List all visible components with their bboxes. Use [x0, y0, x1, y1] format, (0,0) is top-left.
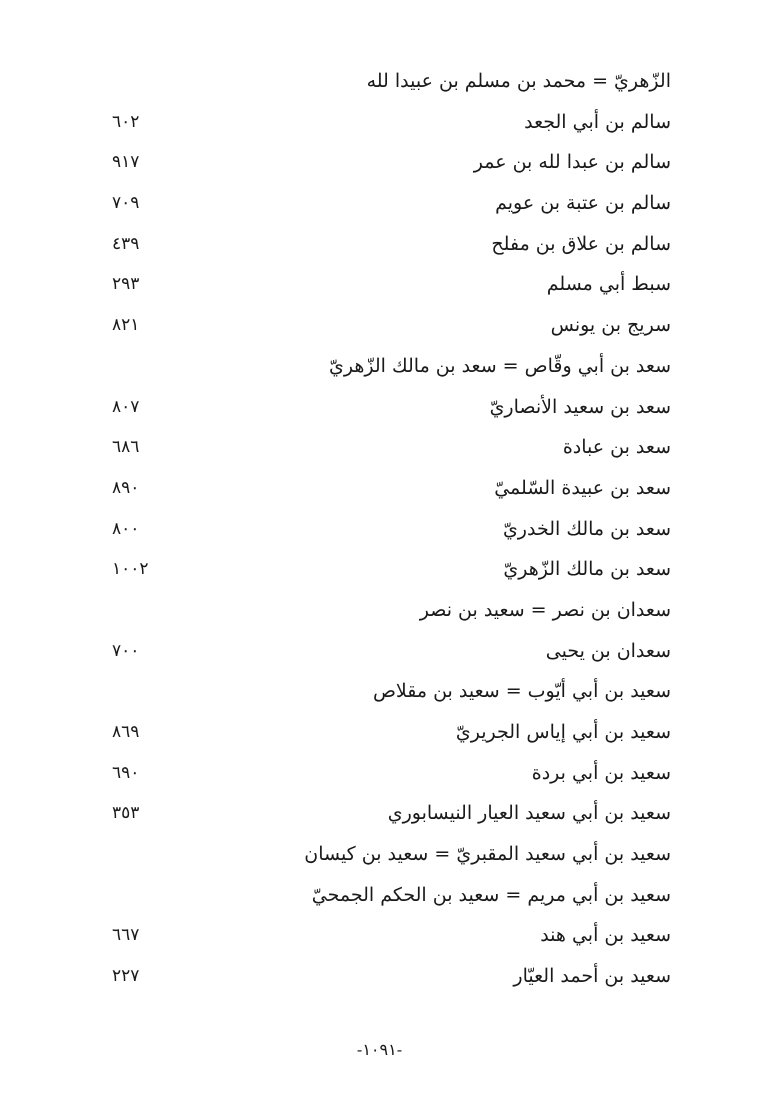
entry-name: سعدان بن نصر = سعيد بن نصر	[419, 598, 671, 621]
entry-page-number: ٨٢١	[112, 315, 140, 336]
index-entry	[0, 712, 759, 753]
index-entry	[0, 509, 759, 550]
index-entry	[0, 834, 759, 875]
entry-name: سبط أبي مسلم	[546, 273, 671, 296]
index-entry	[0, 468, 759, 509]
entry-name: سعيد بن أبي بردة	[531, 761, 671, 784]
index-entry	[0, 183, 759, 224]
index-entry	[0, 631, 759, 672]
index-entry	[0, 61, 759, 102]
index-entry	[0, 142, 759, 183]
index-entry	[0, 671, 759, 712]
entry-name: سريج بن يونس	[550, 314, 671, 337]
entry-name: سعد بن عبيدة السّلميّ	[494, 476, 671, 499]
index-entry-list	[0, 61, 759, 997]
entry-name: سالم بن علاق بن مفلح	[491, 232, 671, 255]
index-entry	[0, 753, 759, 794]
entry-name: سعيد بن أبي هند	[540, 924, 671, 947]
index-entry	[0, 590, 759, 631]
entry-page-number: ١٠٠٢	[112, 559, 149, 580]
index-entry	[0, 427, 759, 468]
entry-name: سعيد بن أبي إياس الجريريّ	[455, 721, 671, 743]
entry-name: سعد بن مالك الخدريّ	[502, 517, 671, 540]
entry-name: سعيد بن أبي مريم = سعيد بن الحكم الجمحيّ	[311, 883, 671, 906]
entry-name: سعيد بن أبي أيّوب = سعيد بن مقلاص	[372, 680, 671, 703]
index-entry	[0, 387, 759, 428]
entry-name: سعد بن سعيد الأنصاريّ	[489, 395, 671, 418]
index-entry	[0, 915, 759, 956]
entry-name: سعيد بن أبي سعيد العيار النيسابوري	[387, 802, 671, 825]
entry-name: سالم بن عتبة بن عويم	[495, 192, 671, 215]
entry-page-number: ٦٠٢	[112, 111, 140, 132]
entry-page-number: ٦٦٧	[112, 925, 140, 946]
index-entry	[0, 346, 759, 387]
index-entry	[0, 793, 759, 834]
entry-name: سعيد بن أبي سعيد المقبريّ = سعيد بن كيسان	[304, 843, 671, 866]
entry-page-number: ٩١٧	[112, 152, 140, 173]
entry-page-number: ٤٣٩	[112, 233, 140, 254]
index-entry	[0, 224, 759, 265]
entry-page-number: ٧٠٠	[112, 640, 140, 661]
entry-page-number: ٨٩٠	[112, 477, 140, 498]
index-entry	[0, 305, 759, 346]
entry-name: سعد بن عبادة	[562, 436, 671, 459]
entry-page-number: ٢٢٧	[112, 966, 140, 987]
index-entry	[0, 549, 759, 590]
entry-page-number: ٣٥٣	[112, 803, 140, 824]
index-entry	[0, 875, 759, 916]
entry-page-number: ٨٦٩	[112, 722, 140, 742]
entry-name: سالم بن أبي الجعد	[524, 110, 671, 133]
entry-page-number: ٦٩٠	[112, 762, 140, 783]
entry-name: سعد بن أبي وقّاص = سعد بن مالك الزّهريّ	[329, 354, 671, 377]
index-entry	[0, 102, 759, 143]
entry-name: الزّهريّ = محمد بن مسلم بن عبيدا لله	[366, 70, 671, 92]
entry-page-number: ٨٠٠	[112, 518, 140, 539]
entry-page-number: ٦٨٦	[112, 437, 140, 458]
entry-page-number: ٧٠٩	[112, 193, 140, 214]
entry-name: سعد بن مالك الزّهريّ	[503, 558, 671, 581]
page-number: -١٠٩١-	[356, 1040, 403, 1059]
index-entry	[0, 264, 759, 305]
entry-name: سالم بن عبدا لله بن عمر	[473, 151, 671, 174]
entry-name: سعدان بن يحيى	[545, 639, 671, 662]
entry-page-number: ٨٠٧	[112, 396, 140, 417]
index-entry	[0, 956, 759, 997]
entry-name: سعيد بن أحمد العيّار	[513, 965, 671, 988]
entry-page-number: ٢٩٣	[112, 274, 140, 295]
